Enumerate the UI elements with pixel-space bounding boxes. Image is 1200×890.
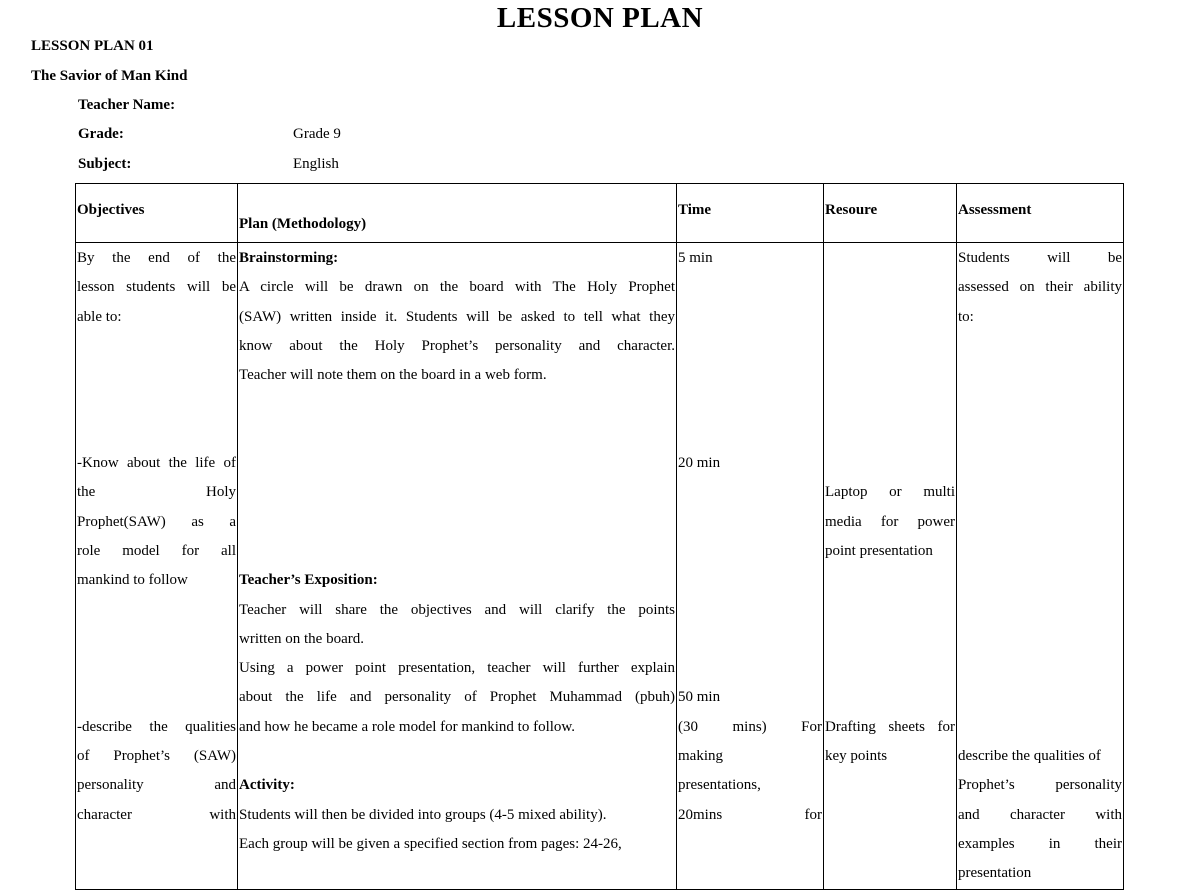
- exposition-line: and how he became a role model for mankind to follow.: [239, 718, 576, 735]
- time-activity-detail: (30 mins) For: [678, 718, 822, 735]
- header-resource: Resoure: [824, 184, 957, 243]
- teacher-name-label: Teacher Name:: [78, 97, 176, 113]
- brainstorming-line: know about the Holy Prophet’s personality and character.: [239, 337, 675, 354]
- lesson-plan-table: [75, 183, 1124, 890]
- objective-2-line: character with: [77, 806, 236, 823]
- assessment-2-line: examples in their: [958, 835, 1122, 852]
- header-time: Time: [677, 184, 824, 243]
- time-exposition: 20 min: [678, 455, 721, 472]
- objective-1-line: the Holy: [77, 484, 236, 501]
- objective-2-line: personality and: [77, 777, 236, 794]
- time-activity-detail: presentations,: [678, 777, 761, 794]
- grade-value: Grade 9: [293, 126, 341, 142]
- activity-line: Students will then be divided into groups (4-5 mixed ability).: [239, 806, 607, 823]
- activity-line: Each group will be given a specified section from pages: 24-26,: [239, 835, 622, 852]
- objective-1-line: mankind to follow: [77, 572, 188, 589]
- exposition-line: Using a power point presentation, teacher will further explain: [239, 660, 675, 677]
- objectives-cell: [76, 243, 238, 890]
- brainstorming-line: A circle will be drawn on the board with The Holy Prophet: [239, 279, 675, 296]
- resource-1-line: Laptop or multi: [825, 484, 955, 501]
- time-cell: [677, 243, 824, 890]
- objective-1-line: role model for all: [77, 542, 236, 559]
- header-assessment: Assessment: [957, 184, 1124, 243]
- objective-intro-line: By the end of the: [77, 250, 236, 266]
- subject-label: Subject:: [78, 156, 132, 172]
- objective-1-line: Prophet(SAW) as a: [77, 513, 236, 530]
- time-activity-detail: making: [678, 748, 723, 765]
- assessment-2-line: and character with: [958, 806, 1122, 823]
- exposition-title: Teacher’s Exposition:: [239, 572, 378, 589]
- time-activity-detail: 20mins for: [678, 806, 822, 823]
- objective-2-line: -describe the qualities: [77, 718, 236, 735]
- objective-intro-line: able to:: [77, 308, 122, 325]
- plan-cell: [238, 243, 677, 890]
- resource-cell: [824, 243, 957, 890]
- plan-number: LESSON PLAN 01: [31, 38, 154, 54]
- header-plan: Plan (Methodology): [238, 184, 677, 243]
- lesson-topic: The Savior of Man Kind: [31, 68, 188, 84]
- assessment-1-line: to:: [958, 308, 974, 325]
- activity-title: Activity:: [239, 777, 295, 794]
- table-header-row: [76, 184, 1124, 243]
- assessment-2-line: Prophet’s personality: [958, 777, 1122, 794]
- assessment-cell: [957, 243, 1124, 890]
- subject-value: English: [293, 156, 339, 172]
- objective-intro-line: lesson students will be: [77, 279, 236, 296]
- objective-1-line: -Know about the life of: [77, 455, 236, 472]
- document-title: LESSON PLAN: [496, 2, 704, 34]
- assessment-2-line: presentation: [958, 865, 1032, 882]
- time-brainstorming: 5 min: [678, 250, 713, 266]
- header-objectives: Objectives: [76, 184, 238, 243]
- exposition-line: Teacher will share the objectives and will clarify the points: [239, 601, 675, 618]
- brainstorming-title: Brainstorming:: [239, 250, 339, 266]
- time-activity: 50 min: [678, 689, 721, 706]
- resource-2-line: Drafting sheets for: [825, 718, 955, 735]
- objective-2-line: of Prophet’s (SAW): [77, 748, 236, 765]
- table-row: [76, 243, 1124, 890]
- assessment-2-line: describe the qualities of: [958, 748, 1101, 765]
- resource-1-line: media for power: [825, 513, 955, 530]
- resource-1-line: point presentation: [825, 542, 933, 559]
- exposition-line: written on the board.: [239, 630, 364, 647]
- grade-label: Grade:: [78, 126, 124, 142]
- resource-2-line: key points: [825, 748, 888, 765]
- exposition-line: about the life and personality of Prophet Muhammad (pbuh): [239, 689, 675, 706]
- assessment-1-line: assessed on their ability: [958, 279, 1122, 296]
- brainstorming-line: Teacher will note them on the board in a web form.: [239, 367, 547, 384]
- brainstorming-line: (SAW) written inside it. Students will be asked to tell what they: [239, 308, 675, 325]
- assessment-1-line: Students will be: [958, 250, 1122, 266]
